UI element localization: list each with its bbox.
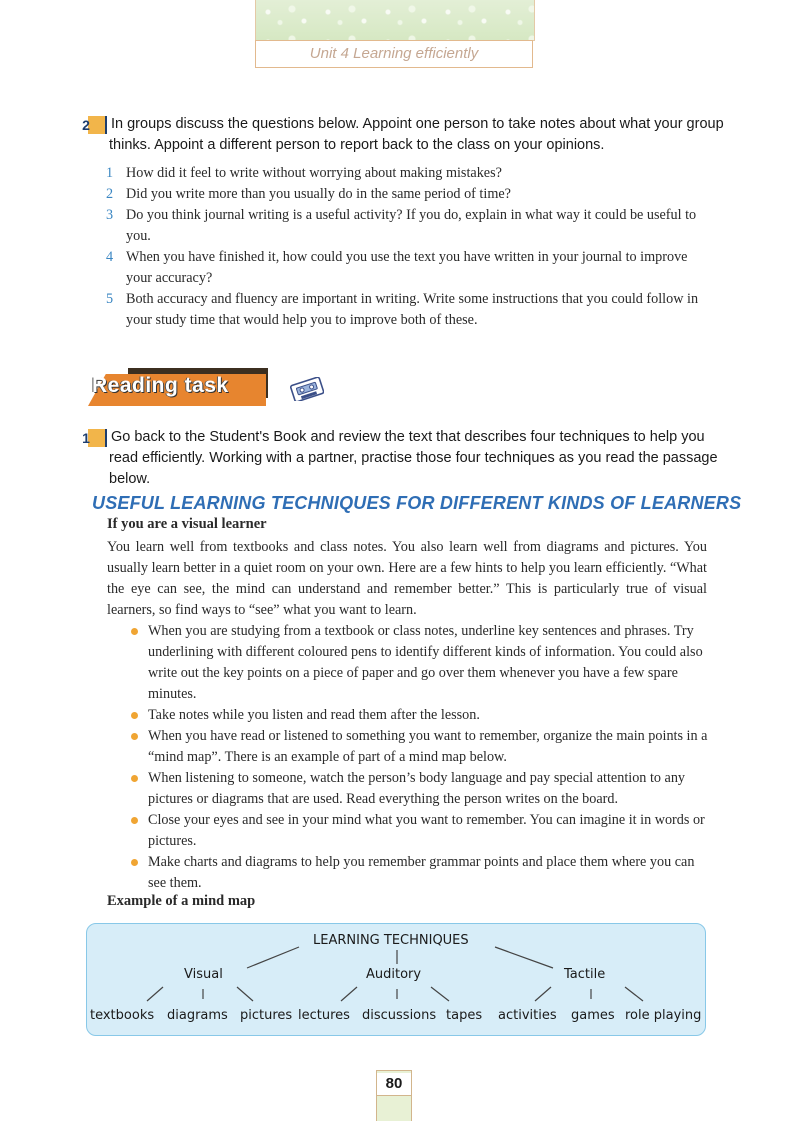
mind-map-branch: Auditory [366, 967, 422, 982]
tip-text: Make charts and diagrams to help you remember grammar points and place them where you can see them. [148, 854, 695, 891]
list-item [128, 768, 708, 810]
list-item [106, 205, 706, 247]
passage-title: USEFUL LEARNING TECHNIQUES FOR DIFFERENT KINDS OF LEARNERS [92, 493, 742, 513]
cassette-tape-icon [290, 377, 324, 401]
question-text: When you have finished it, how could you use the text you have written in your journal to improve your accuracy? [126, 249, 688, 286]
unit-label: Unit 4 Learning efficiently [255, 40, 533, 68]
bullet-icon [131, 817, 138, 824]
mind-map-leaf: role playing [625, 1008, 702, 1023]
question-text: Both accuracy and fluency are important in writing. Write some instructions that you could follow in your study time that would help you to improve both of these. [126, 291, 699, 328]
mind-map [86, 923, 706, 1036]
tip-text: Take notes while you listen and read them after the lesson. [148, 707, 480, 723]
task-1-instruction-block [82, 427, 729, 490]
connector-line [625, 987, 643, 1001]
question-text: Do you think journal writing is a useful activity? If you do, explain in what way it could be useful to you. [126, 207, 697, 244]
mind-map-leaf: discussions [362, 1008, 437, 1023]
tip-text: When you have read or listened to something you want to remember, organize the main points in a “mind map”. There is an example of part of a mind map below. [148, 728, 708, 765]
list-item [128, 852, 708, 894]
question-text: How did it feel to write without worrying about making mistakes? [126, 165, 502, 181]
task-2-instruction: In groups discuss the questions below. Appoint one person to take notes about what your group thinks. Appoint a different person to report back to the class on your opinions. [109, 116, 724, 153]
list-item [128, 726, 708, 768]
bullet-icon [131, 628, 138, 635]
question-number: 5 [106, 291, 114, 307]
list-item [128, 810, 708, 852]
mind-map-leaf: textbooks [90, 1008, 155, 1023]
mind-map-root: LEARNING TECHNIQUES [313, 933, 469, 948]
connector-line [495, 947, 553, 968]
passage-subheading: If you are a visual learner [107, 516, 267, 532]
tip-text: When listening to someone, watch the person’s body language and pay special attention to any pictures or diagrams that are used. Read everything the person writes on the board. [148, 770, 686, 807]
header-decoration [255, 0, 535, 41]
question-text: Did you write more than you usually do in the same period of time? [126, 186, 511, 202]
list-item [106, 247, 706, 289]
bullet-icon [131, 775, 138, 782]
list-item [106, 289, 706, 331]
question-number: 4 [106, 249, 114, 265]
connector-line [147, 987, 163, 1001]
mind-map-leaf: games [571, 1008, 615, 1023]
question-number: 1 [106, 165, 114, 181]
question-number: 2 [106, 186, 114, 202]
mind-map-branch: Visual [184, 967, 223, 982]
connector-line [237, 987, 253, 1001]
task-1-number: 1 [88, 429, 107, 447]
mind-map-heading: Example of a mind map [107, 893, 256, 909]
question-number: 3 [106, 207, 114, 223]
tip-text: Close your eyes and see in your mind what you want to remember. You can imagine it in words or pictures. [148, 812, 705, 849]
task-1-instruction: Go back to the Student's Book and review the text that describes four techniques to help you read efficiently. Working with a partner, practise those four techniques as you read the passage below. [109, 429, 718, 487]
list-item [128, 705, 708, 726]
tips-list [128, 621, 708, 894]
reading-task-banner [88, 368, 272, 404]
task-2-number: 2 [88, 116, 107, 134]
mind-map-leaf: activities [498, 1008, 557, 1023]
mind-map-leaf: tapes [446, 1008, 483, 1023]
reading-task-title: Reading task [92, 374, 229, 397]
tip-text: When you are studying from a textbook or class notes, underline key sentences and phrases. Try underlining with different coloured pens to identify different kinds of information. You could also write out the key points on a piece of paper and go over them whenever you have a few spare minutes. [148, 623, 703, 702]
question-list [106, 163, 706, 331]
page-number-tab [376, 1070, 412, 1121]
connector-line [341, 987, 357, 1001]
bullet-icon [131, 733, 138, 740]
mind-map-branch: Tactile [564, 967, 606, 982]
task-2-instruction-block [82, 114, 729, 156]
mind-map-leaf: lectures [298, 1008, 350, 1023]
passage-paragraph: You learn well from textbooks and class notes. You also learn well from diagrams and pictures. You usually learn better in a quiet room on your own. Here are a few hints to help you learn efficiently. “What the eye can see, the mind can understand and remember better.” This is particularly true of visual learners, so find ways to “see” what you want to learn. [107, 539, 707, 618]
connector-line [431, 987, 449, 1001]
connector-line [535, 987, 551, 1001]
bullet-icon [131, 859, 138, 866]
mind-map-leaf: pictures [240, 1008, 293, 1023]
list-item [106, 163, 706, 184]
list-item [128, 621, 708, 705]
bullet-icon [131, 712, 138, 719]
page-number: 80 [377, 1073, 411, 1096]
list-item [106, 184, 706, 205]
mind-map-leaf: diagrams [167, 1008, 228, 1023]
connector-line [247, 947, 299, 968]
